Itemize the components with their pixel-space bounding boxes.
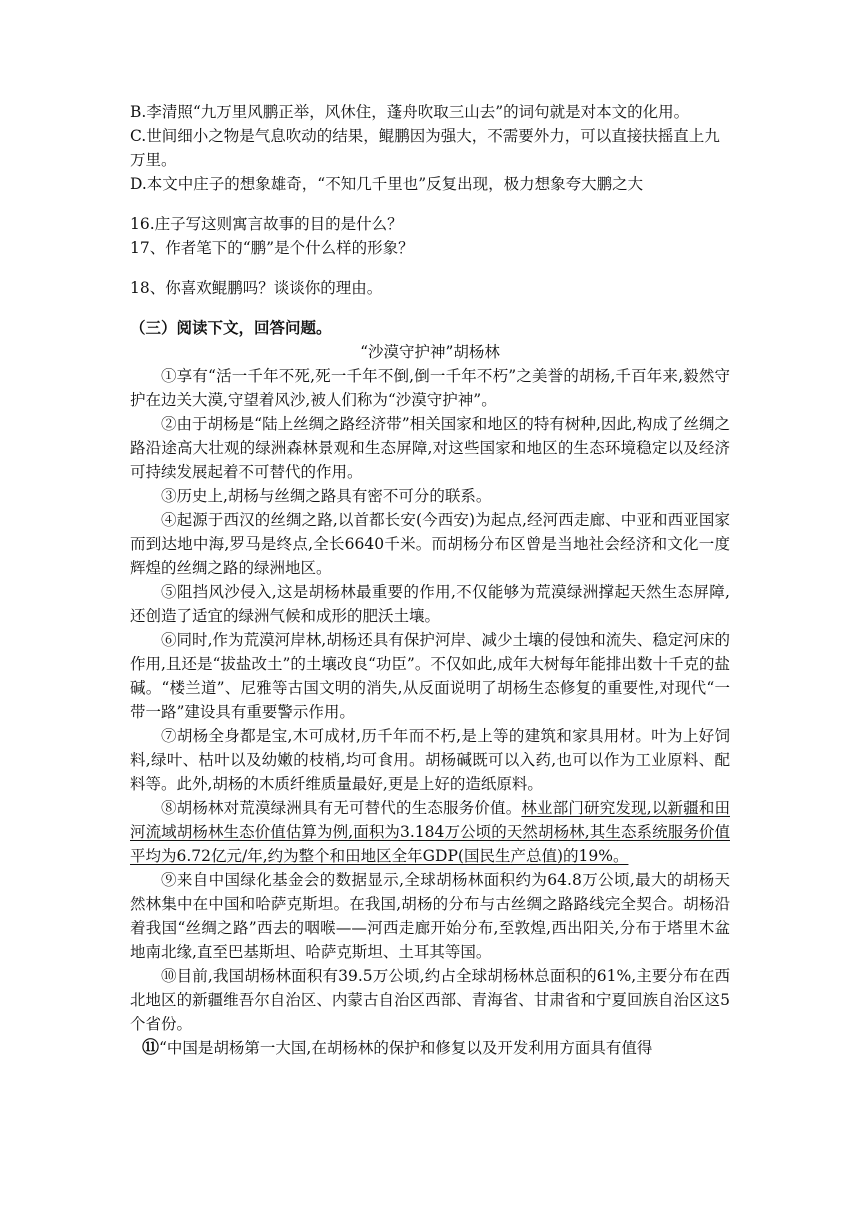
paragraph-7: ⑦胡杨全身都是宝,木可成材,历千年而不朽,是上等的建筑和家具用材。叶为上好饲料,绿叶、枯叶以及幼嫩的枝梢,均可食用。胡杨碱既可以入药,也可以作为工业原料、配料等。此外,胡杨的木质纤维质量最好,更是上好的造纸原料。 [130,727,730,793]
paragraph-11-text: “中国是胡杨第一大国,在胡杨林的保护和修复以及开发利用方面具有值得 [159,1039,653,1057]
paragraph-11 [130,1036,730,1060]
document-page [130,100,730,1060]
section-heading: （三）阅读下文，回答问题。 [130,318,332,337]
paragraph-10: ⑩目前,我国胡杨林面积有39.5万公顷,约占全球胡杨林总面积的61%,主要分布在西北地区的新疆维吾尔自治区、内蒙古自治区西部、青海省、甘肃省和宁夏回族自治区这5个省份。 [130,967,730,1033]
paragraph-4: ④起源于西汉的丝绸之路,以首都长安(今西安)为起点,经河西走廊、中亚和西亚国家而到达地中海,罗马是终点,全长6640千米。而胡杨分布区曾是当地社会经济和文化一度辉煌的丝绸之路的绿洲地区。 [130,511,730,577]
paragraph-8-lead: ⑧胡杨林对荒漠绿洲具有无可替代的生态服务价值。 [161,799,522,817]
paragraph-5: ⑤阻挡风沙侵入,这是胡杨林最重要的作用,不仅能够为荒漠绿洲撑起天然生态屏障,还创造了适宜的绿洲气候和成形的肥沃土壤。 [130,583,730,625]
option-c: C.世间细小之物是气息吹动的结果，鲲鹏因为强大，不需要外力，可以直接扶摇直上九万里。 [130,127,720,169]
option-b: B.李清照“九万里风鹏正举，风休住，蓬舟吹取三山去”的词句就是对本文的化用。 [130,103,690,121]
paragraph-1: ①享有“活一千年不死,死一千年不倒,倒一千年不朽”之美誉的胡杨,千百年来,毅然守护在边关大漠,守望着风沙,被人们称为“沙漠守护神”。 [130,367,730,409]
question-17: 17、作者笔下的“鹏”是个什么样的形象？ [130,239,414,257]
paragraph-3: ③历史上,胡杨与丝绸之路具有密不可分的联系。 [161,487,492,505]
article-title: “沙漠守护神”胡杨林 [360,343,500,361]
paragraph-8 [130,796,730,868]
question-16: 16.庄子写这则寓言故事的目的是什么？ [130,215,403,233]
paragraph-11-number: ⑪ [142,1038,159,1058]
question-18: 18、你喜欢鲲鹏吗？谈谈你的理由。 [130,279,383,297]
paragraph-8-underlined: 林业部门研究发现,以新疆和田河流域胡杨林生态价值估算为例,面积为3.184万公顷的天然胡杨林,其生态系统服务价值平均为6.72亿元/年,约为整个和田地区全年GDP(国民生产总值)的19%。 [130,799,730,865]
paragraph-9: ⑨来自中国绿化基金会的数据显示,全球胡杨林面积约为64.8万公顷,最大的胡杨天然林集中在中国和哈萨克斯坦。在我国,胡杨的分布与古丝绸之路路线完全契合。胡杨沿着我国“丝绸之路”西去的咽喉——河西走廊开始分布,至敦煌,西出阳关,分布于塔里木盆地南北缘,直至巴基斯坦、哈萨克斯坦、土耳其等国。 [130,871,730,961]
paragraph-2: ②由于胡杨是“陆上丝绸之路经济带”相关国家和地区的特有树种,因此,构成了丝绸之路沿途高大壮观的绿洲森林景观和生态屏障,对这些国家和地区的生态环境稳定以及经济可持续发展起着不可替代的作用。 [130,415,730,481]
option-d: D.本文中庄子的想象雄奇，“不知几千里也”反复出现，极力想象夸大鹏之大 [130,175,644,193]
paragraph-6: ⑥同时,作为荒漠河岸林,胡杨还具有保护河岸、减少土壤的侵蚀和流失、稳定河床的作用,且还是“拔盐改土”的土壤改良“功臣”。不仅如此,成年大树每年能排出数十千克的盐碱。“楼兰道”、尼雅等古国文明的消失,从反面说明了胡杨生态修复的重要性,对现代“一带一路”建设具有重要警示作用。 [130,631,730,721]
